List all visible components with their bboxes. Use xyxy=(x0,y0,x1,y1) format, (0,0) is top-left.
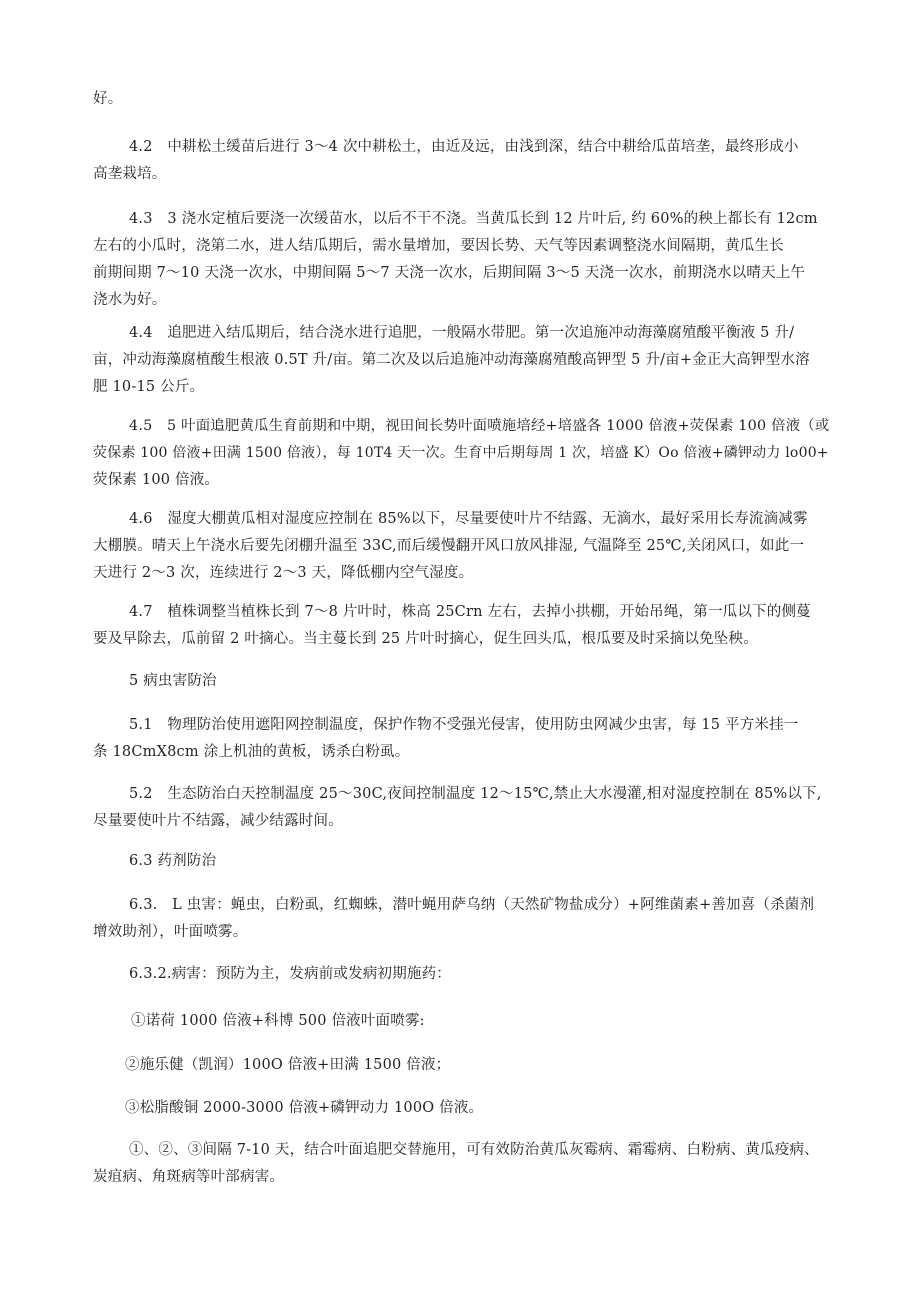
paragraph-4-7 xyxy=(93,599,833,653)
paragraph-summary xyxy=(93,1137,833,1191)
text-line: 尽量要使叶片不结露，减少结露时间。 xyxy=(93,813,343,829)
text-line: 荧保素 100 倍液。 xyxy=(93,472,220,488)
text-line: 好。 xyxy=(93,91,123,107)
text-line: 亩，冲动海藻腐植酸生根液 0.5T 升/亩。第二次及以后追施冲动海藻腐殖酸高钾型 5 升/亩+金正大高钾型水溶 xyxy=(93,352,810,368)
heading-text: 5 病虫害防治 xyxy=(129,673,217,689)
text-line: 6.3.2.病害：预防为主，发病前或发病初期施药： xyxy=(129,966,452,982)
text-line: 4.4 追肥进入结瓜期后，结合浇水进行追肥，一般隔水带肥。第一次追施冲动海藻腐殖酸平衡液 5 升/ xyxy=(129,325,795,341)
paragraph-6-3-1 xyxy=(93,892,833,946)
text-line: 5.1 物理防治使用遮阳网控制温度，保护作物不受强光侵害，使用防虫网减少虫害，每 15 平方米挂一 xyxy=(129,717,799,733)
text-line: ③松脂酸铜 2000-3000 倍液+磷钾动力 100O 倍液。 xyxy=(125,1100,484,1116)
paragraph-5-2 xyxy=(93,781,833,835)
text-line: ①诺荷 1000 倍液+科博 500 倍液叶面喷雾: xyxy=(131,1013,425,1029)
paragraph-4-2 xyxy=(93,134,833,188)
text-line: 肥 10-15 公斤。 xyxy=(93,379,205,395)
text-line: 4.5 5 叶面追肥黄瓜生育前期和中期，视田间长势叶面喷施培经+培盛各 1000 倍液+荧保素 100 倍液（或 xyxy=(129,418,830,434)
text-line: 5.2 生态防治白天控制温度 25～30C,夜间控制温度 12～15℃,禁止大水漫灌,相对湿度控制在 85%以下, xyxy=(129,786,822,802)
text-line: 4.2 中耕松土缓苗后进行 3～4 次中耕松土，由近及远，由浅到深，结合中耕给瓜苗培垄，最终形成小 xyxy=(129,139,799,155)
text-line: 条 18CmX8cm 涂上机油的黄板，诱杀白粉虱。 xyxy=(93,744,410,760)
text-line: 炭疽病、角斑病等叶部病害。 xyxy=(93,1169,285,1185)
section-heading-5 xyxy=(93,668,833,695)
text-line: 4.7 植株调整当植株长到 7～8 片叶时，株高 25Crn 左右，去掉小拱棚，开始吊绳，第一瓜以下的侧蔓 xyxy=(129,604,811,620)
paragraph-4-4 xyxy=(93,320,833,401)
paragraph-4-3 xyxy=(93,206,833,314)
text-line: 天进行 2～3 次，连续进行 2～3 天，降低棚内空气湿度。 xyxy=(93,565,474,581)
text-line: ②施乐健（凯润）100O 倍液+田满 1500 倍液； xyxy=(125,1057,451,1073)
list-item-1 xyxy=(93,1008,833,1035)
text-line: 前期间期 7～10 天浇一次水，中期间隔 5～7 天浇一次水，后期间隔 3～5 天浇一次水，前期浇水以晴天上午 xyxy=(93,265,806,281)
paragraph-4-5 xyxy=(93,413,833,494)
text-line: 左右的小瓜时，浇第二水，进人结瓜期后，需水量增加，要因长势、天气等因素调整浇水间隔期，黄瓜生长 xyxy=(93,238,784,254)
paragraph-6-3-2 xyxy=(93,961,833,988)
text-line: 要及早除去，瓜前留 2 叶摘心。当主蔓长到 25 片叶时摘心，促生回头瓜，根瓜要及时采摘以免坠秧。 xyxy=(93,631,758,647)
heading-text: 6.3 药剂防治 xyxy=(129,853,217,869)
section-heading-6-3 xyxy=(93,848,833,875)
text-line: 4.3 3 浇水定植后要浇一次缓苗水，以后不干不浇。当黄瓜长到 12 片叶后, 约 60%的秧上都长有 12cm xyxy=(129,211,818,227)
paragraph-5-1 xyxy=(93,712,833,766)
text-line: 增效助剂），叶面喷雾。 xyxy=(93,924,248,940)
paragraph-continuation xyxy=(93,86,833,113)
text-line: 4.6 湿度大棚黄瓜相对湿度应控制在 85%以下，尽量要使叶片不结露、无滴水，最好采用长寿流滴减雾 xyxy=(129,511,808,527)
text-line: 高垄栽培。 xyxy=(93,166,167,182)
text-line: ①、②、③间隔 7-10 天，结合叶面追肥交替施用，可有效防治黄瓜灰霉病、霜霉病、白粉病、黄瓜疫病、 xyxy=(129,1142,819,1158)
text-line: 大棚膜。晴天上午浇水后要先闭棚升温至 33C,而后缓慢翻开风口放风排湿, 气温降至 25℃,关闭风口，如此一 xyxy=(93,538,805,554)
list-item-2 xyxy=(93,1052,833,1079)
list-item-3 xyxy=(93,1095,833,1122)
text-line: 6.3. L 虫害：蝇虫，白粉虱，红蜘蛛，潜叶蝇用萨乌纳（天然矿物盐成分）+阿维菌素+善加喜（杀菌剂 xyxy=(129,897,815,913)
paragraph-4-6 xyxy=(93,506,833,587)
text-line: 荧保素 100 倍液+田满 1500 倍液），每 10T4 天一次。生育中后期每周 1 次，培盛 K）Oo 倍液+磷钾动力 lo00+ xyxy=(93,445,829,461)
text-line: 浇水为好。 xyxy=(93,292,167,308)
